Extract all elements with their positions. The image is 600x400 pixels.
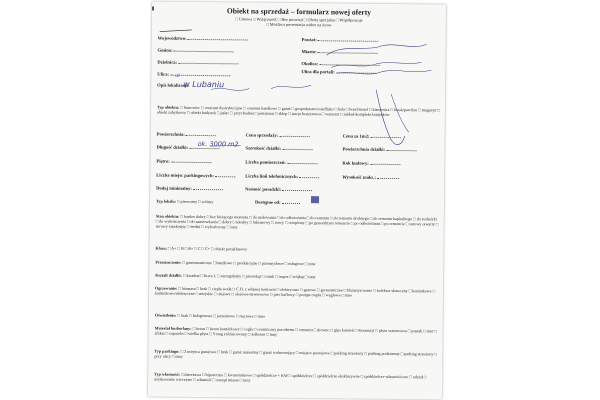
field-miasto[interactable]: Miasto: [302,49,378,55]
option-bez-prowizji[interactable]: □ Bez prowizji [277,16,303,23]
handwriting-dlugosc: ok. 3000 m2 [197,139,239,149]
oswietlenie-row[interactable]: Oświetlenie: □ brak □ halogenowe □ jarzeniowe □ rtęciowe □ inne [154,312,266,319]
field-cena-sprzedazy[interactable]: Cena sprzedaży: [246,132,310,138]
field-dodaj-minimalny[interactable]: Dodaj minimalny: [156,186,223,192]
header-options [164,16,434,30]
calendar-icon [311,196,319,203]
option-umowa[interactable]: □ Umowa [235,16,252,22]
field-okolica[interactable]: Okolica: [301,61,379,67]
field-liczba-linii[interactable]: Liczba linii telefonicznych: [245,173,319,179]
option-oferta-specjalna[interactable]: □ Oferta specjalna [303,17,335,23]
field-rok-budowy[interactable]: Rok budowy: [342,160,400,166]
typ-obiektu-row[interactable]: Typ obiektu: □ biurowiec □ centrum dystrybucyjne □ centrum handlowe □ garaż □ gospodarstwo/siedlisko □ hala □ hotel/motel □ kamienica □ kiosk/pawilon □ magazyn □ obiekt zabytkowy □ obiekt budynek □ pałac □ przychodnia □ pensjonat □ sklep □ stacja benzynowa □ warsztat □ zakład-kompleks budynków [156,104,440,118]
typ-parkingu-row[interactable]: Typ parkingu: □ 2 miejsca garażowe □ brak □ garaż naziemny □ garaż wolnostojący □ miejsce postojowe □ parking strzeżony □ parking podziemny □ parking strzeżony □ przy ulicy □ inny [154,348,437,360]
form-title: Obiekt na sprzedaż – formularz nowej oferty [226,6,372,17]
field-wysokosc[interactable]: Wysokość maks.: [342,174,399,180]
field-powierzchnia[interactable]: Powierzchnia: [157,132,216,138]
typ-lokalu-row[interactable]: Typ lokalu: □ pierwotny □ wtórny [155,198,214,205]
field-dlugosc-dzialki[interactable]: Długość działki: [157,145,220,151]
ogrzewanie-row[interactable]: Ogrzewanie: □ biomasa □ brak □ ciepła woda □ C.O. z własnej kotłowni □ elektryczne □ gazowe □ geotermiczne □ klimatyzowane □ kolektor słoneczny □ kominkowe □ kominkowo/elektryczne □ miejskie □ olejowe □ olejowo-nawiewowe □ piec kaflowy □ pompa ciepła □ węglowe □ inne [154,285,436,298]
handwriting-opis: w Lubaniu [183,79,225,90]
field-dzielnica[interactable]: Dzielnica: [157,60,238,66]
option-wylacznosc[interactable]: □ Wyłączność [252,16,277,22]
przeznaczenie-row[interactable]: Przeznaczenie: □ gastronomiczne □ handlowe □ produkcyjne □ przemysłowe □ usługowe □ inne [155,259,316,267]
material-row[interactable]: Materiał budowlany: □ beton □ beton komórkowy □ cegła □ ceramiczny porotherm □ cementu □ drewno □ gips kamień □ Keramzyt □ płyta warstwowa □ pustak □ mur □ silikat □ suporeks □ wielka płyta □ Ytong zróżnicowany □ żelbeton □ inny [154,325,437,338]
field-cena-m2[interactable]: Cena za 1m2: [343,133,401,139]
option-wspolpracuje[interactable]: □ Współpracuje [335,17,363,23]
field-szerokosc-dzialki[interactable]: Szerokość działki: [246,145,313,151]
field-powierzchnia-dzialki[interactable]: Powierzchnia działki: [343,146,417,152]
ksztalt-dzialki-row[interactable]: Kształt działki: □ kwadrat □ litera L □ nieregularny □ prostokąt □ romb □ trapez □ trójkąt □ inny [155,272,316,280]
field-opis-lokalizacji[interactable]: Opis lokalizacji: [157,82,190,88]
field-wojewodztwo[interactable]: Województwo: [158,36,248,42]
klasa-row[interactable]: Klasa: □ A+ □ B □ B+ □ C □ C+ □ obiekt pozaklasowy [155,245,248,252]
field-gmina[interactable]: Gmina: [158,48,234,54]
typ-wlasnosci-row[interactable]: Typ własności: □ dzierżawa □ hipoteczne □ kwaterunkowe □ spółdzielcze + KW □ spółdzielcze □ spółdzielcze ekskluzywne □ spółdzielcze własnościowe □ udział □ użytkowanie wieczyste □ własność □ zarząd miasta □ inny [154,371,427,383]
field-ulica-portali[interactable]: Ulica dla portali: [301,69,376,75]
field-dostepne-od[interactable]: Dostępne od: [255,200,300,205]
form-sheet [148,1,446,399]
stan-obiektu-row[interactable]: Stan obiektu: □ bardzo dobry □ bez bieżącego montażu □ do malowania □ do odświeżania □ do remontu □ do remontu drobnego □ do remontu kapitalnego □ do rozbiórki □ do wykończenia □ do zamieszkania □ dobry □ idealny □ luksusowy □ nowy □ ocieplony □ po generalnym remoncie □ po odświeżaniu □ po remoncie □ surowy otwarty □ surowy zamknięty □ średni □ wykończony □ inny [155,213,439,230]
field-powiat[interactable]: Powiat: [302,37,378,43]
field-pietro[interactable]: Piętro: [156,159,211,165]
field-liczba-pomieszczen[interactable]: Liczba pomieszczeń: [245,159,317,165]
field-nosnosc[interactable]: Nośność posadzki: [245,186,312,192]
field-ulica[interactable]: Ulica: [157,72,230,78]
option-wideo[interactable]: □ Możliwa prezentacja wideo na żywo [266,22,332,28]
field-liczba-miejsc[interactable]: Liczba miejsc parkingowych: [156,173,235,179]
punch-mark [152,6,154,10]
handwriting-ulica: ul. [175,73,181,79]
